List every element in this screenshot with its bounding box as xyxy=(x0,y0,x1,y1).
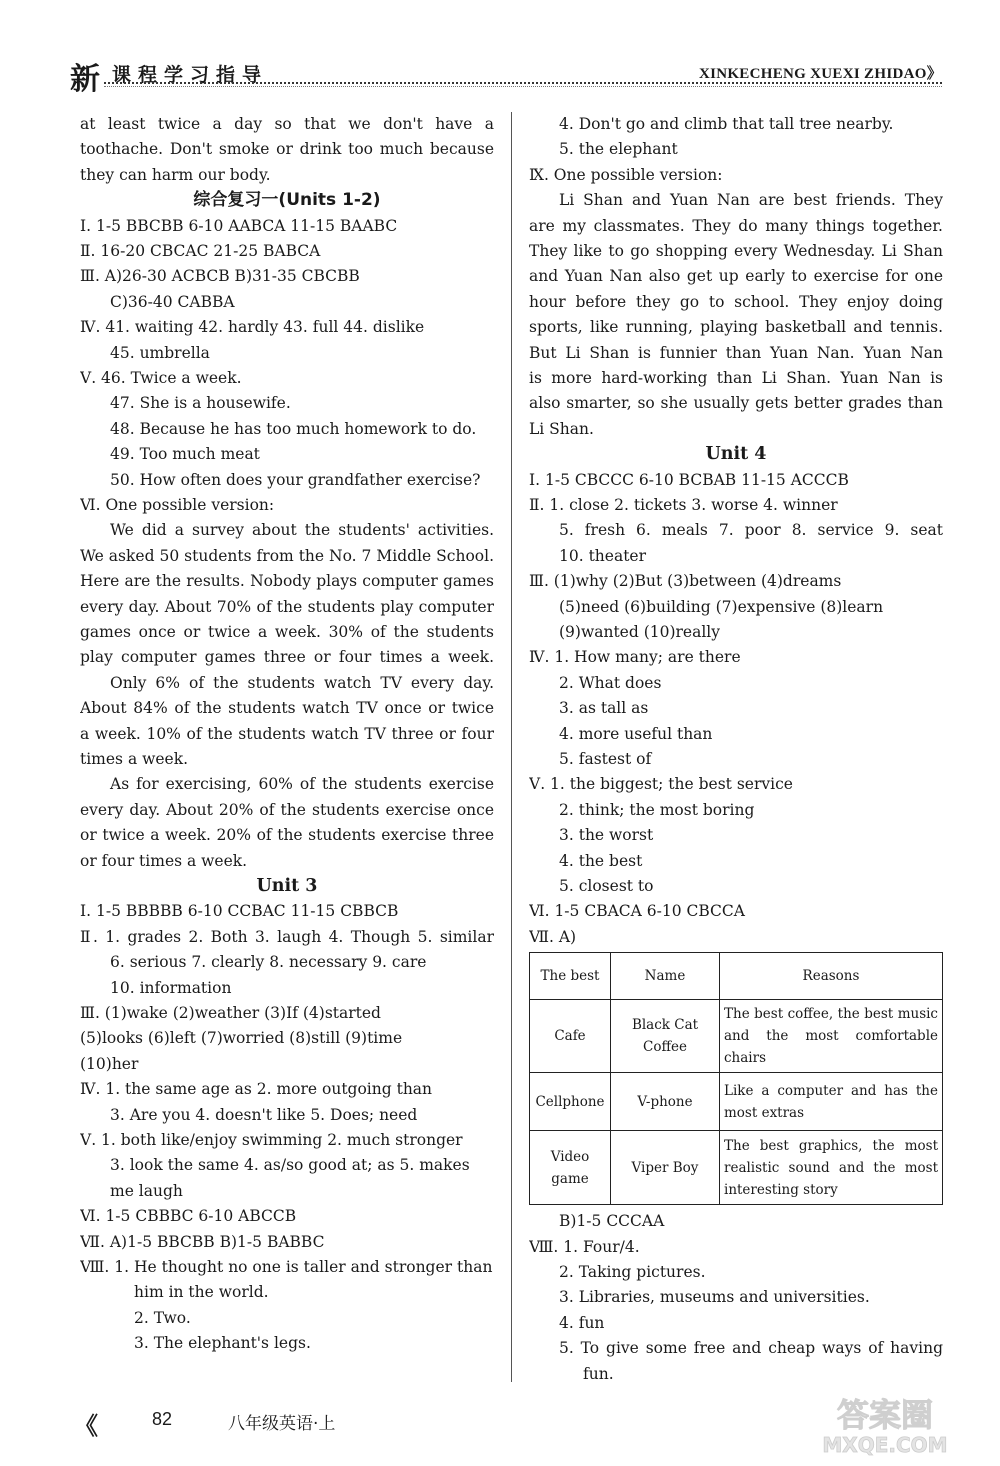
essay-line: and Yuan Nan also get up early to exercise for one xyxy=(529,267,943,286)
right-column xyxy=(529,112,943,1387)
footer-grade-label: 八年级英语·上 xyxy=(228,1414,336,1434)
answer-line: fun. xyxy=(583,1364,614,1383)
answer-line: 4. more useful than xyxy=(559,724,713,743)
essay-line: games once or twice a week. 30% of the students xyxy=(80,623,494,642)
essay-line: sports, like running, playing basketball and tennis. xyxy=(529,318,943,337)
table-row xyxy=(530,1073,943,1131)
section-heading-unit4: Unit 4 xyxy=(705,444,767,465)
answer-line: 3. the worst xyxy=(559,826,654,845)
watermark-url: MXQE.COM xyxy=(822,1433,948,1456)
answer-line: 5. closest to xyxy=(559,877,654,896)
answer-line: me laugh xyxy=(110,1181,183,1200)
essay-line: are my classmates. They do many things together. xyxy=(529,216,943,235)
text-line: toothache. Don't smoke or drink too much because xyxy=(80,140,494,159)
table-cell-name: V-phone xyxy=(611,1073,720,1131)
answer-line: Ⅷ. 1. Four/4. xyxy=(529,1237,640,1256)
answer-line: him in the world. xyxy=(134,1283,269,1302)
answer-line: 5. the elephant xyxy=(559,140,678,159)
answer-line: 5. fastest of xyxy=(559,750,652,768)
left-column xyxy=(80,112,494,1357)
essay-line: hour before they go to school. They enjoy doing xyxy=(529,292,943,311)
table-header: The best xyxy=(530,953,611,1000)
answer-line: 4. the best xyxy=(559,851,643,870)
answer-line: Ⅵ. 1-5 CBACA 6-10 CBCCA xyxy=(529,902,745,921)
table-header: Name xyxy=(611,953,720,1000)
table-cell-reasons: The best graphics, the most realistic sound and the most interesting story xyxy=(720,1131,943,1205)
answer-line: Ⅲ. A)26-30 ACBCB B)31-35 CBCBB xyxy=(80,267,360,286)
table-cell-reasons: Like a computer and has the most extras xyxy=(720,1073,943,1131)
answer-line: 3. look the same 4. as/so good at; as 5. makes xyxy=(110,1156,470,1175)
answer-line: 3. Libraries, museums and universities. xyxy=(559,1288,870,1307)
answer-line: 10. theater xyxy=(559,546,647,565)
answer-line: 3. The elephant's legs. xyxy=(134,1334,311,1353)
answer-line: (5)need (6)building (7)expensive (8)learn xyxy=(559,597,884,616)
table-row xyxy=(530,1131,943,1205)
answer-line: 3. as tall as xyxy=(559,699,649,718)
answer-line: Ⅴ. 1. both like/enjoy swimming 2. much stronger xyxy=(80,1131,463,1150)
header-divider-thin xyxy=(104,86,942,87)
essay-line: Here are the results. Nobody plays computer games xyxy=(80,572,494,591)
answer-line: 2. Two. xyxy=(134,1308,191,1327)
answer-line: Ⅱ. 16-20 CBCAC 21-25 BABCA xyxy=(80,242,321,260)
table-cell-category: Cafe xyxy=(530,1000,611,1073)
best-places-table xyxy=(529,952,943,1205)
essay-line: We asked 50 students from the No. 7 Middle School. xyxy=(80,546,494,565)
essay-line: Only 6% of the students watch TV every day. xyxy=(110,673,494,692)
essay-line: Li Shan and Yuan Nan are best friends. They xyxy=(559,191,943,210)
table-header-row xyxy=(530,953,943,1000)
answer-line: Ⅳ. 41. waiting 42. hardly 43. full 44. dislike xyxy=(80,318,425,337)
essay-line: play computer games three or four times a week. xyxy=(80,648,494,667)
answer-line: 5. To give some free and cheap ways of having xyxy=(559,1339,943,1358)
section-heading-review: 综合复习一(Units 1-2) xyxy=(193,190,381,211)
essay-line: Li Shan. xyxy=(529,419,594,438)
answer-line: Ⅶ. A) xyxy=(529,927,577,946)
section-heading-unit3: Unit 3 xyxy=(256,875,318,896)
answer-line: (9)wanted (10)really xyxy=(559,622,721,641)
essay-line: a week. 10% of the students watch TV three or four xyxy=(80,724,494,743)
essay-line: is more hard-working than Li Shan. Yuan Nan is xyxy=(529,368,943,387)
book-title: 课程学习指导 xyxy=(112,64,269,86)
answer-line: Ⅵ. 1-5 CBBBC 6-10 ABCCB xyxy=(80,1207,297,1226)
text-line: at least twice a day so that we don't have a xyxy=(80,115,494,133)
answer-line: 47. She is a housewife. xyxy=(110,394,291,413)
answer-line: Ⅴ. 46. Twice a week. xyxy=(80,369,242,388)
answer-line: Ⅱ. 1. close 2. tickets 3. worse 4. winner xyxy=(529,495,838,514)
text-line: they can harm our body. xyxy=(80,165,271,184)
answer-line: Ⅲ. (1)why (2)But (3)between (4)dreams xyxy=(529,572,842,591)
answer-line: C)36-40 CABBA xyxy=(110,292,235,311)
book-title-pinyin: XINKECHENG XUEXI ZHIDAO》 xyxy=(698,66,942,82)
essay-line: But Li Shan is funnier than Yuan Nan. Yuan Nan xyxy=(529,343,943,362)
answer-line: Ⅶ. A)1-5 BBCBB B)1-5 BABBC xyxy=(80,1232,325,1251)
table-header: Reasons xyxy=(720,953,943,1000)
essay-line: every day. About 70% of the students play computer xyxy=(80,597,494,616)
essay-line: also smarter, so she usually gets better grades than xyxy=(529,394,943,413)
answer-line: Ⅳ. 1. the same age as 2. more outgoing than xyxy=(80,1080,433,1099)
answer-line: (5)looks (6)left (7)worried (8)still (9)time xyxy=(80,1029,403,1048)
answer-line: 48. Because he has too much homework to do. xyxy=(110,419,477,438)
essay-line: We did a survey about the students' activities. xyxy=(110,521,494,540)
essay-line: About 84% of the students watch TV once or twice xyxy=(80,699,494,718)
answer-line: Ⅷ. 1. He thought no one is taller and stronger than xyxy=(80,1258,493,1277)
header-divider xyxy=(104,82,942,84)
answer-line: Ⅴ. 1. the biggest; the best service xyxy=(529,775,793,794)
answer-line: Ⅰ. 1-5 BBBBB 6-10 CCBAC 11-15 CBBCB xyxy=(80,902,399,921)
watermark-text: 答案圈 xyxy=(836,1396,934,1434)
table-cell-name: Black Cat Coffee xyxy=(611,1000,720,1073)
answer-line: Ⅲ. (1)wake (2)weather (3)If (4)started xyxy=(80,1003,381,1022)
essay-line: They like to go shopping every Wednesday. Li Shan xyxy=(529,242,943,260)
table-cell-category: Video game xyxy=(530,1131,611,1205)
essay-line: As for exercising, 60% of the students exercise xyxy=(110,775,494,794)
answer-line: Ⅰ. 1-5 BBCBB 6-10 AABCA 11-15 BAABC xyxy=(80,216,398,235)
answer-line: 2. What does xyxy=(559,673,662,692)
column-divider xyxy=(511,112,512,1382)
answer-line: Ⅱ. 1. grades 2. Both 3. laugh 4. Though 5. similar xyxy=(80,927,494,946)
answer-line: Ⅰ. 1-5 CBCCC 6-10 BCBAB 11-15 ACCCB xyxy=(529,470,849,489)
brand-logo-char: 新 xyxy=(70,62,100,97)
essay-line: every day. About 20% of the students exercise once xyxy=(80,800,494,819)
table-cell-name: Viper Boy xyxy=(611,1131,720,1205)
watermark-logo xyxy=(790,1392,980,1456)
answer-line: 45. umbrella xyxy=(110,343,210,362)
answer-line: 50. How often does your grandfather exercise? xyxy=(110,470,481,489)
table-cell-reasons: The best coffee, the best music and the most comfortable chairs xyxy=(720,1000,943,1073)
table-cell-category: Cellphone xyxy=(530,1073,611,1131)
answer-line: Ⅸ. One possible version: xyxy=(529,165,723,184)
answer-line: 5. fresh 6. meals 7. poor 8. service 9. seat xyxy=(559,521,943,540)
answer-line: Ⅵ. One possible version: xyxy=(80,496,275,515)
page-number: 82 xyxy=(152,1409,173,1429)
answer-line: 3. Are you 4. doesn't like 5. Does; need xyxy=(110,1105,418,1124)
answer-line: 49. Too much meat xyxy=(110,445,260,464)
footer-arrow-icon: 《 xyxy=(74,1412,98,1440)
answer-line: 4. fun xyxy=(559,1313,605,1332)
answer-line: 2. Taking pictures. xyxy=(559,1263,706,1282)
table-row xyxy=(530,1000,943,1073)
answer-line: 10. information xyxy=(110,978,232,997)
essay-line: or four times a week. xyxy=(80,851,248,870)
answer-line: 4. Don't go and climb that tall tree nearby. xyxy=(559,115,894,133)
essay-line: times a week. xyxy=(80,749,189,768)
answer-line: 2. think; the most boring xyxy=(559,800,755,819)
essay-line: or twice a week. 20% of the students exercise three xyxy=(80,826,494,845)
answer-line: Ⅳ. 1. How many; are there xyxy=(529,648,741,667)
answer-line: B)1-5 CCCAA xyxy=(559,1212,665,1231)
answer-line: (10)her xyxy=(80,1054,139,1073)
answer-line: 6. serious 7. clearly 8. necessary 9. care xyxy=(110,953,427,972)
